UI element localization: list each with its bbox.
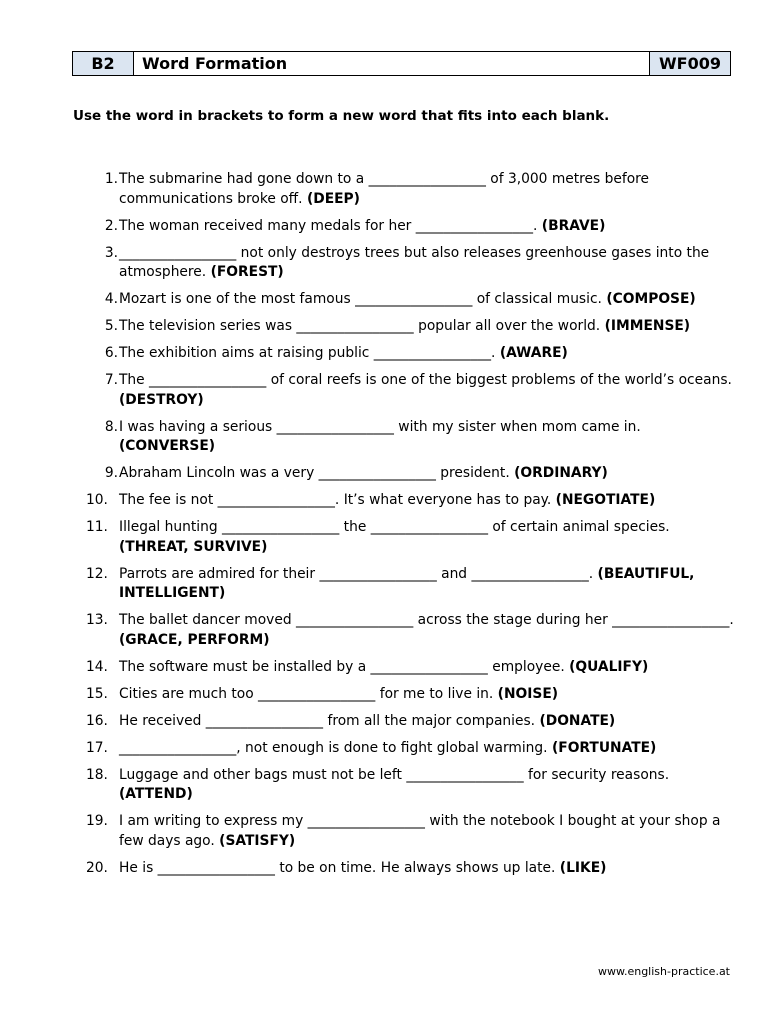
- exercise-item: [86, 712, 740, 732]
- exercise-item: [86, 518, 740, 557]
- item-text: [119, 859, 734, 879]
- exercise-item: [86, 611, 740, 650]
- item-hint: (FORTUNATE): [551, 739, 657, 756]
- item-sentence: The exhibition aims at raising public _________________.: [119, 345, 496, 361]
- instruction-text: Use the word in brackets to form a new word that fits into each blank.: [73, 108, 610, 124]
- item-text: [119, 812, 734, 851]
- exercise-item: [86, 491, 740, 511]
- item-text: [119, 290, 734, 310]
- exercise-item: [86, 739, 740, 759]
- item-sentence: The television series was _________________ popular all over the world.: [119, 318, 601, 334]
- item-text: [119, 739, 734, 759]
- item-number: 1.: [104, 171, 118, 187]
- item-text: [119, 371, 734, 410]
- item-number: 15.: [86, 685, 108, 702]
- item-number: 20.: [86, 859, 108, 876]
- item-number: 17.: [86, 739, 108, 756]
- level-badge: B2: [73, 52, 134, 75]
- item-hint: (AWARE): [499, 345, 568, 361]
- item-sentence: _________________ not only destroys trees but also releases greenhouse gases into the atmosphere.: [119, 244, 710, 280]
- item-sentence: Parrots are admired for their _________________ and _________________.: [119, 565, 594, 582]
- item-sentence: The woman received many medals for her _________________.: [119, 217, 538, 234]
- item-number: 2.: [104, 217, 118, 234]
- item-text: [119, 491, 734, 511]
- item-number: 18.: [86, 766, 108, 783]
- item-sentence: He received _________________ from all the major companies.: [119, 712, 536, 729]
- exercise-item: [90, 244, 740, 283]
- exercise-item: [90, 217, 740, 237]
- item-hint: (IMMENSE): [604, 318, 691, 334]
- item-hint: (COMPOSE): [606, 291, 696, 307]
- item-sentence: Cities are much too _________________ for me to live in.: [119, 685, 494, 702]
- item-text: [119, 244, 734, 283]
- item-hint: (BEAUTIFUL, INTELLIGENT): [119, 565, 695, 601]
- item-text: [119, 464, 734, 484]
- item-sentence: Luggage and other bags must not be left _________________ for security reasons.: [119, 766, 670, 783]
- item-sentence: The fee is not _________________. It’s what everyone has to pay.: [119, 492, 552, 508]
- item-hint: (NOISE): [497, 685, 559, 702]
- worksheet-header: [72, 51, 731, 76]
- item-hint: (THREAT, SURVIVE): [119, 538, 268, 555]
- item-hint: (LIKE): [559, 859, 607, 876]
- item-number: 8.: [104, 418, 118, 435]
- item-hint: (BRAVE): [541, 217, 606, 234]
- exercise-list: [86, 170, 740, 886]
- item-hint: (GRACE, PERFORM): [119, 631, 270, 648]
- exercise-item: [90, 418, 740, 457]
- item-hint: (SATISFY): [219, 832, 296, 849]
- item-number: 16.: [86, 712, 108, 729]
- item-number: 6.: [104, 345, 118, 361]
- item-number: 10.: [86, 492, 108, 508]
- exercise-item: [86, 812, 740, 851]
- item-number: 4.: [104, 291, 118, 307]
- item-text: [119, 685, 734, 705]
- item-number: 14.: [86, 658, 108, 675]
- item-number: 19.: [86, 813, 108, 829]
- item-sentence: _________________, not enough is done to fight global warming.: [119, 739, 548, 756]
- item-sentence: The ballet dancer moved _________________ across the stage during her _________________.: [119, 612, 734, 628]
- exercise-item: [90, 170, 740, 209]
- item-text: [119, 418, 734, 457]
- exercise-item: [90, 290, 740, 310]
- exercise-item: [86, 685, 740, 705]
- item-hint: (DESTROY): [119, 391, 204, 408]
- item-hint: (ATTEND): [119, 786, 193, 802]
- item-number: 13.: [86, 612, 108, 628]
- item-hint: (ORDINARY): [514, 465, 608, 481]
- item-hint: (QUALIFY): [569, 658, 649, 675]
- item-sentence: The _________________ of coral reefs is one of the biggest problems of the world’s oceans.: [119, 372, 732, 388]
- item-sentence: The software must be installed by a _________________ employee.: [119, 658, 565, 675]
- item-text: [119, 344, 734, 364]
- item-text: [119, 611, 734, 650]
- footer-url: www.english-practice.at: [597, 965, 730, 978]
- exercise-item: [86, 766, 740, 805]
- item-number: 7.: [104, 372, 118, 388]
- item-sentence: Abraham Lincoln was a very _________________ president.: [119, 465, 510, 481]
- item-text: [119, 217, 734, 237]
- item-text: [119, 712, 734, 732]
- item-sentence: I was having a serious _________________ with my sister when mom came in.: [119, 418, 641, 435]
- item-text: [119, 658, 734, 678]
- exercise-item: [90, 464, 740, 484]
- worksheet-code: WF009: [649, 52, 730, 75]
- item-text: [119, 565, 734, 604]
- exercise-item: [90, 371, 740, 410]
- exercise-item: [90, 344, 740, 364]
- exercise-item: [86, 658, 740, 678]
- item-number: 3.: [104, 244, 118, 261]
- item-text: [119, 170, 734, 209]
- item-hint: (NEGOTIATE): [555, 492, 656, 508]
- exercise-item: [86, 859, 740, 879]
- item-text: [119, 518, 734, 557]
- item-sentence: Mozart is one of the most famous _________________ of classical music.: [119, 291, 602, 307]
- item-sentence: I am writing to express my _________________ with the notebook I bought at your shop a few days ago.: [119, 813, 721, 849]
- item-number: 5.: [104, 318, 118, 334]
- item-hint: (DEEP): [306, 190, 360, 207]
- item-hint: (CONVERSE): [119, 438, 216, 454]
- exercise-item: [90, 317, 740, 337]
- item-sentence: Illegal hunting _________________ the _________________ of certain animal species.: [119, 519, 670, 535]
- item-number: 12.: [86, 565, 108, 582]
- item-hint: (DONATE): [539, 712, 616, 729]
- item-number: 11.: [86, 519, 108, 535]
- item-sentence: He is _________________ to be on time. He always shows up late.: [119, 859, 556, 876]
- item-number: 9.: [104, 465, 118, 481]
- item-text: [119, 317, 734, 337]
- exercise-item: [86, 565, 740, 604]
- item-hint: (FOREST): [210, 264, 284, 280]
- item-sentence: The submarine had gone down to a _________________ of 3,000 metres before communications broke off.: [119, 171, 650, 207]
- item-text: [119, 766, 734, 805]
- worksheet-title: Word Formation: [142, 54, 288, 73]
